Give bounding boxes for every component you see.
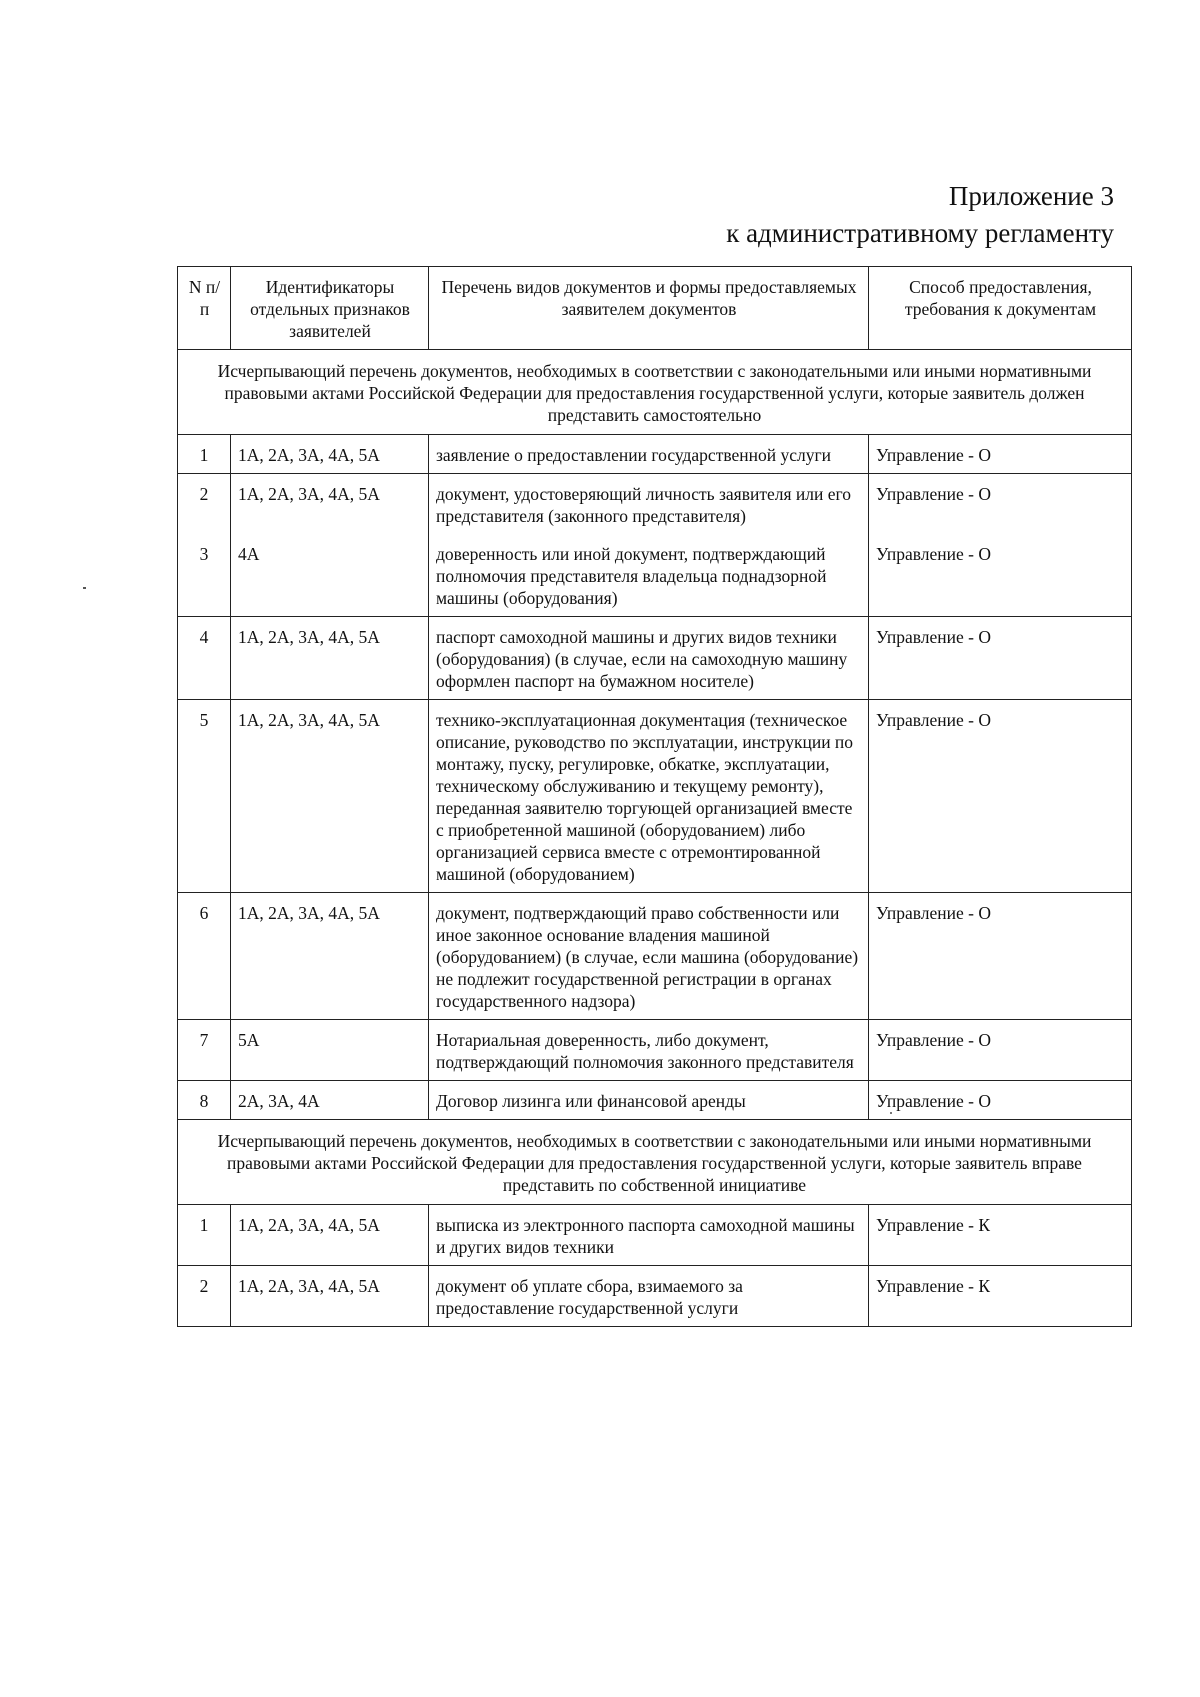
col-header-documents: Перечень видов документов и формы предоставляемых заявителем документов [429,267,869,350]
row-method: Управление - О [869,617,1132,700]
section-row [178,350,1132,435]
row-method: Управление - О [869,435,1132,474]
scan-speck [83,587,86,589]
table-row [178,1205,1132,1266]
row-document: заявление о предоставлении государственной услуги [429,435,869,474]
row-method: Управление - О [869,474,1132,535]
row-method: Управление - К [869,1205,1132,1266]
appendix-header [726,178,1114,252]
appendix-subtitle: к административному регламенту [726,218,1114,248]
row-number: 7 [178,1020,231,1081]
appendix-title: Приложение 3 [948,181,1114,211]
row-method: Управление - О [869,1081,1132,1120]
row-number: 4 [178,617,231,700]
section-row [178,1120,1132,1205]
row-identifiers: 5А [231,1020,429,1081]
section-title-optional: Исчерпывающий перечень документов, необходимых в соответствии с законодательными или иными нормативными правовыми актами Российской Федерации для предоставления государственной услуги, которые заявитель вправе представить по собственной инициативе [178,1120,1132,1205]
row-document: паспорт самоходной машины и других видов техники (оборудования) (в случае, если на самоходную машину оформлен паспорт на бумажном носителе) [429,617,869,700]
row-document: документ об уплате сбора, взимаемого за предоставление государственной услуги [429,1266,869,1327]
row-document: выписка из электронного паспорта самоходной машины и других видов техники [429,1205,869,1266]
row-number: 2 [178,474,231,535]
table-row [178,435,1132,474]
row-identifiers: 1А, 2А, 3А, 4А, 5А [231,617,429,700]
table-row [178,534,1132,617]
section-title-required: Исчерпывающий перечень документов, необходимых в соответствии с законодательными или иными нормативными правовыми актами Российской Федерации для предоставления государственной услуги, которые заявитель должен представить самостоятельно [178,350,1132,435]
row-number: 1 [178,1205,231,1266]
table-row [178,1020,1132,1081]
row-identifiers: 1А, 2А, 3А, 4А, 5А [231,1266,429,1327]
row-document: Нотариальная доверенность, либо документ, подтверждающий полномочия законного представителя [429,1020,869,1081]
row-identifiers: 1А, 2А, 3А, 4А, 5А [231,700,429,893]
row-method: Управление - О [869,534,1132,617]
row-number: 6 [178,893,231,1020]
row-method: Управление - О [869,1020,1132,1081]
table-row [178,1266,1132,1327]
row-identifiers: 2А, 3А, 4А [231,1081,429,1120]
row-method: Управление - К [869,1266,1132,1327]
table-row [178,700,1132,893]
col-header-method: Способ предоставления, требования к документам [869,267,1132,350]
col-header-identifiers: Идентификаторы отдельных признаков заявителей [231,267,429,350]
row-number: 5 [178,700,231,893]
row-identifiers: 1А, 2А, 3А, 4А, 5А [231,474,429,535]
row-identifiers: 1А, 2А, 3А, 4А, 5А [231,435,429,474]
row-document: документ, удостоверяющий личность заявителя или его представителя (законного представителя) [429,474,869,535]
row-number: 3 [178,534,231,617]
row-document: документ, подтверждающий право собственности или иное законное основание владения машиной (оборудованием) (в случае, если машина (оборудование) не подлежит государственной регистрации в органах государственного надзора) [429,893,869,1020]
row-document: доверенность или иной документ, подтверждающий полномочия представителя владельца поднадзорной машины (оборудования) [429,534,869,617]
row-number: 2 [178,1266,231,1327]
row-method: Управление - О [869,700,1132,893]
documents-table [177,266,1132,1327]
row-number: 1 [178,435,231,474]
row-identifiers: 4А [231,534,429,617]
row-identifiers: 1А, 2А, 3А, 4А, 5А [231,1205,429,1266]
row-document: технико-эксплуатационная документация (техническое описание, руководство по эксплуатации, инструкции по монтажу, пуску, регулировке, обкатке, эксплуатации, техническому обслуживанию и текущему ремонту), переданная заявителю торгующей организацией вместе с приобретенной машиной (оборудованием) либо организацией сервиса вместе с отремонтированной машиной (оборудованием) [429,700,869,893]
row-identifiers: 1А, 2А, 3А, 4А, 5А [231,893,429,1020]
row-method: Управление - О [869,893,1132,1020]
table-row [178,1081,1132,1120]
table-row [178,474,1132,535]
table-row [178,893,1132,1020]
row-document: Договор лизинга или финансовой аренды [429,1081,869,1120]
table-header-row [178,267,1132,350]
row-number: 8 [178,1081,231,1120]
col-header-number: N п/п [178,267,231,350]
table-row [178,617,1132,700]
